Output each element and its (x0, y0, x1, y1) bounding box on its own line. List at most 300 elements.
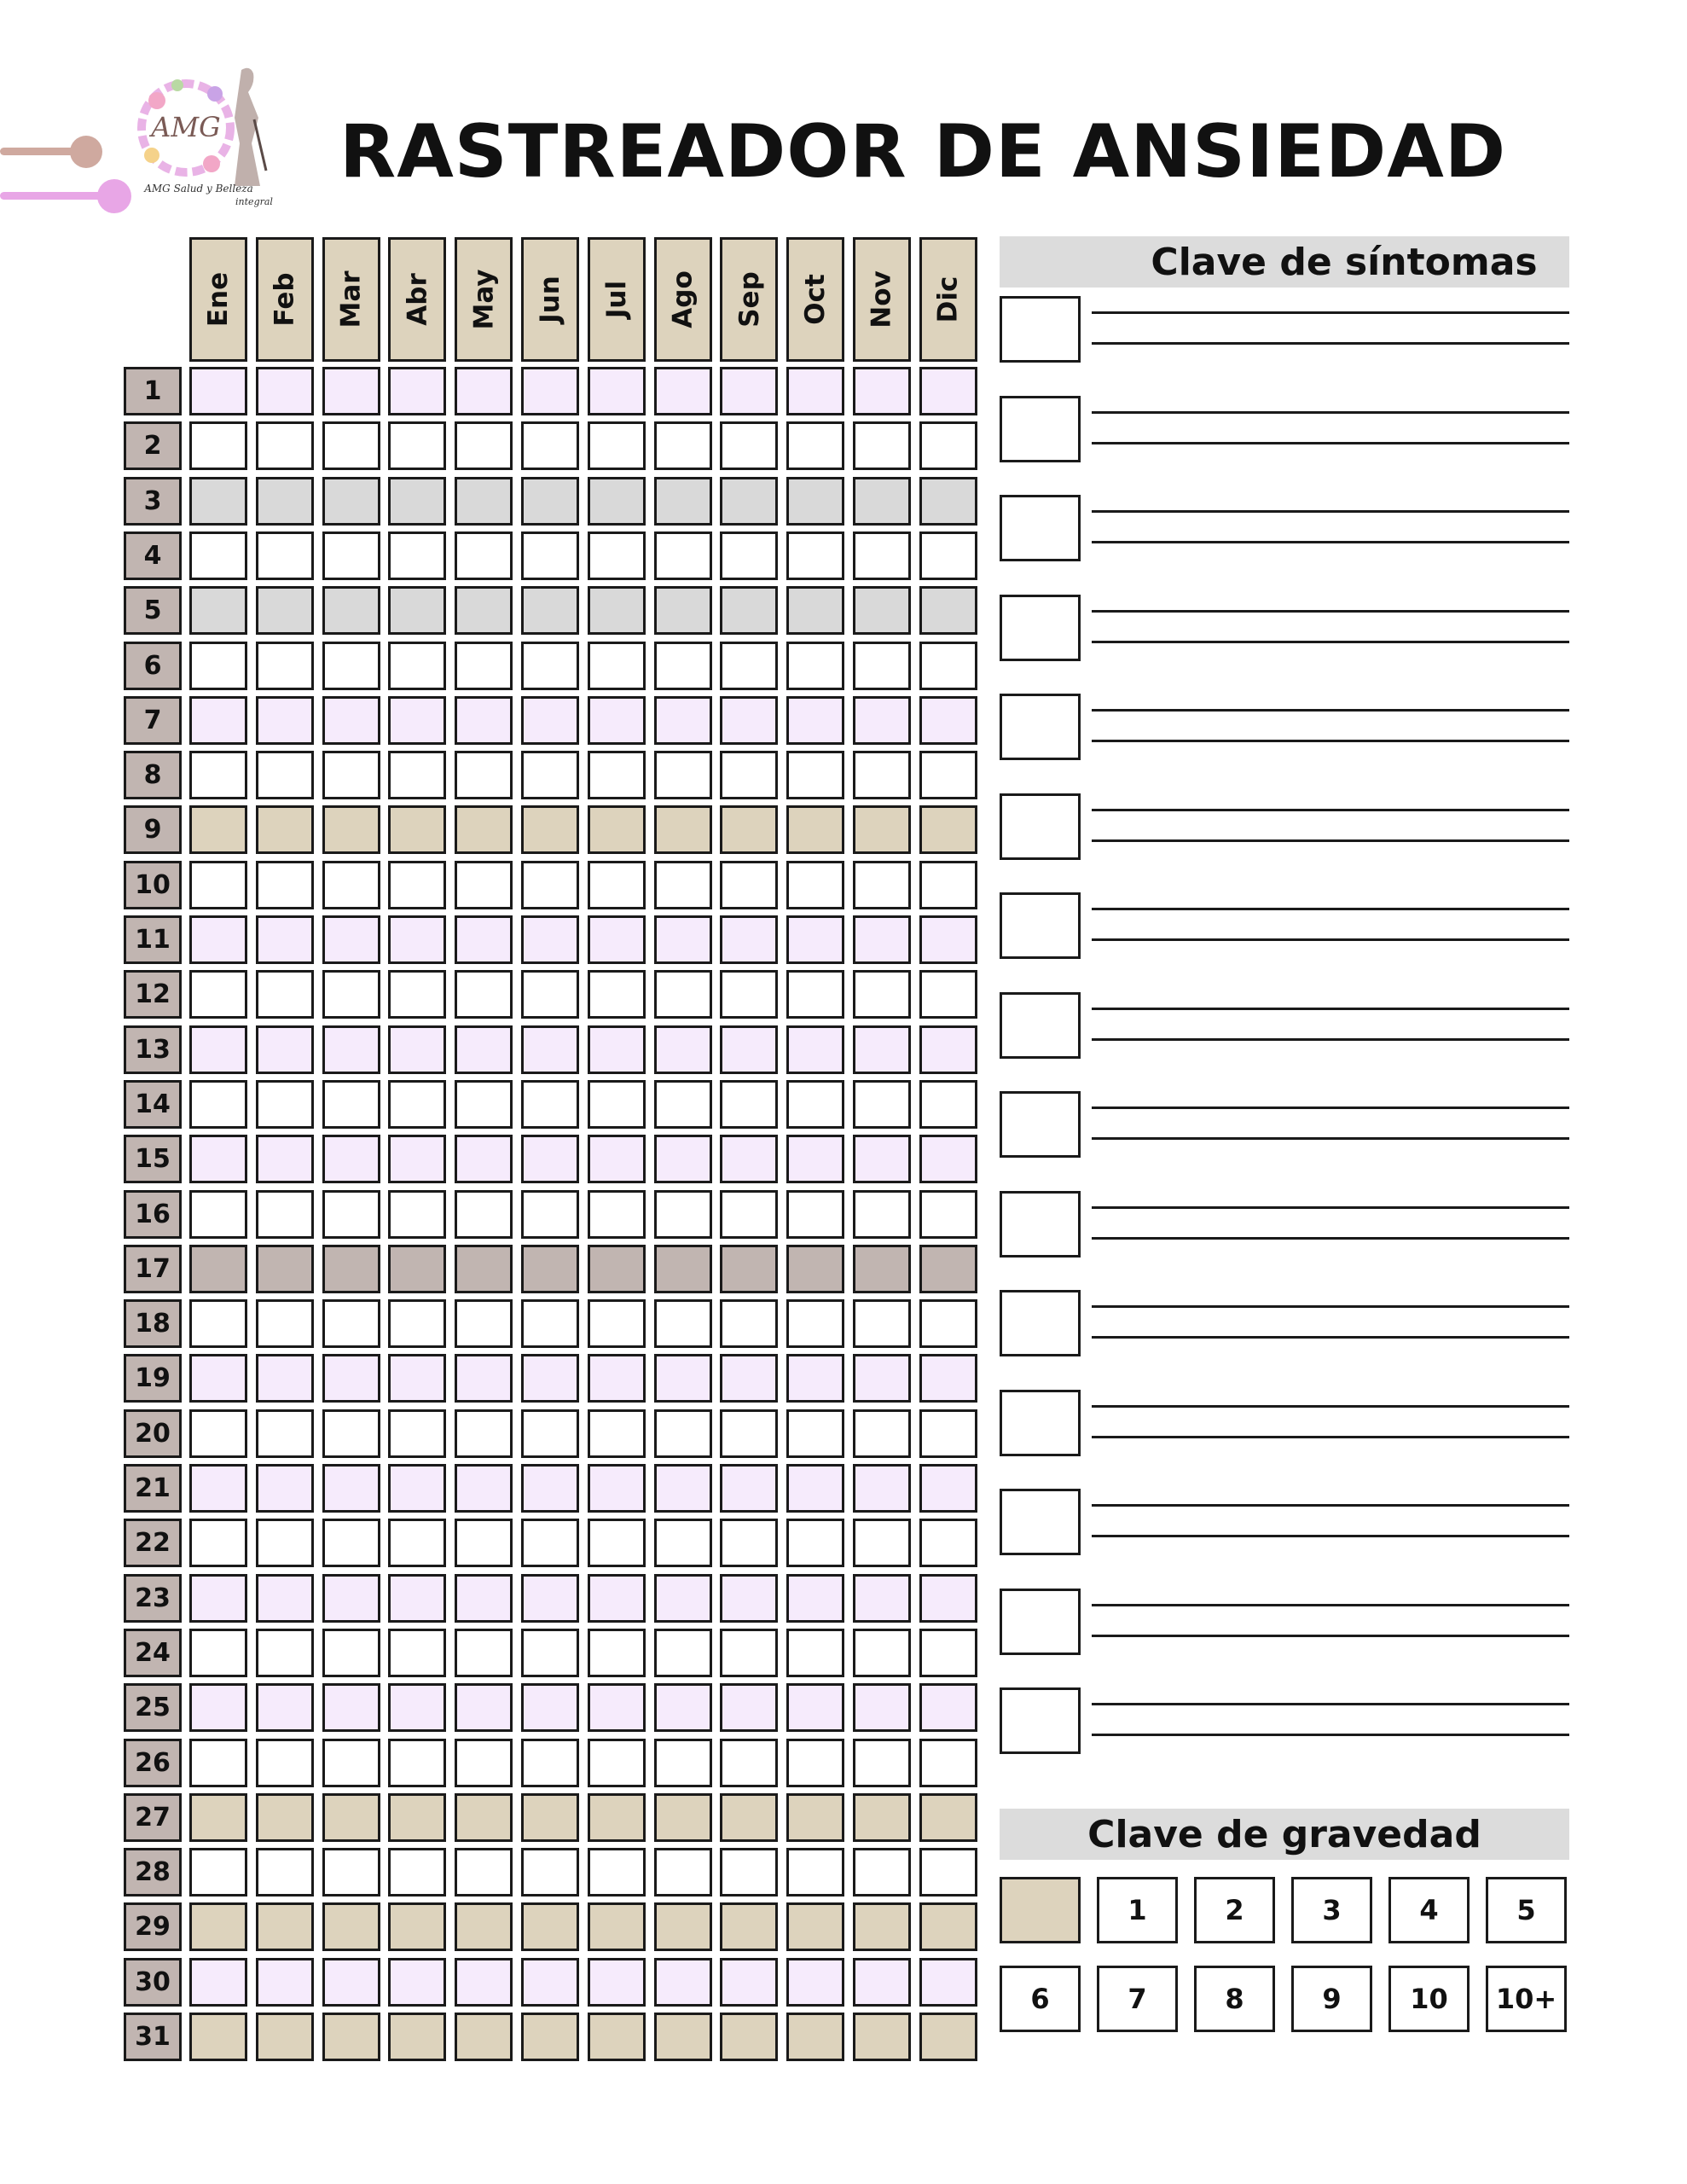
tracker-cell[interactable] (455, 1299, 513, 1348)
tracker-cell[interactable] (322, 861, 380, 909)
tracker-cell[interactable] (786, 1902, 844, 1951)
tracker-cell[interactable] (256, 642, 314, 690)
tracker-cell[interactable] (588, 1739, 646, 1787)
tracker-cell[interactable] (256, 1190, 314, 1239)
tracker-cell[interactable] (189, 1354, 247, 1403)
tracker-cell[interactable] (322, 531, 380, 580)
tracker-cell[interactable] (322, 421, 380, 470)
tracker-cell[interactable] (588, 642, 646, 690)
tracker-cell[interactable] (256, 1958, 314, 2007)
tracker-cell[interactable] (256, 367, 314, 415)
tracker-cell[interactable] (919, 1958, 977, 2007)
tracker-cell[interactable] (654, 1902, 712, 1951)
tracker-cell[interactable] (786, 1958, 844, 2007)
tracker-cell[interactable] (388, 861, 446, 909)
tracker-cell[interactable] (189, 1135, 247, 1183)
tracker-cell[interactable] (521, 1080, 579, 1129)
symptom-write-line[interactable] (1092, 908, 1569, 910)
tracker-cell[interactable] (588, 696, 646, 745)
tracker-cell[interactable] (189, 1793, 247, 1842)
symptom-write-line[interactable] (1092, 641, 1569, 643)
symptom-color-box[interactable] (1000, 1091, 1081, 1158)
tracker-cell[interactable] (720, 805, 778, 854)
tracker-cell[interactable] (521, 586, 579, 635)
tracker-cell[interactable] (521, 861, 579, 909)
tracker-cell[interactable] (322, 1135, 380, 1183)
tracker-cell[interactable] (256, 531, 314, 580)
tracker-cell[interactable] (455, 1245, 513, 1293)
tracker-cell[interactable] (720, 1683, 778, 1732)
symptom-write-line[interactable] (1092, 709, 1569, 712)
tracker-cell[interactable] (521, 1190, 579, 1239)
tracker-cell[interactable] (189, 1409, 247, 1458)
tracker-cell[interactable] (588, 1025, 646, 1074)
symptom-write-line[interactable] (1092, 1405, 1569, 1408)
tracker-cell[interactable] (388, 1848, 446, 1896)
tracker-cell[interactable] (919, 1025, 977, 1074)
tracker-cell[interactable] (455, 1464, 513, 1513)
tracker-cell[interactable] (654, 751, 712, 799)
tracker-cell[interactable] (521, 1629, 579, 1677)
tracker-cell[interactable] (521, 642, 579, 690)
severity-level-7[interactable]: 7 (1097, 1966, 1178, 2032)
tracker-cell[interactable] (919, 751, 977, 799)
tracker-cell[interactable] (455, 1739, 513, 1787)
tracker-cell[interactable] (455, 477, 513, 526)
symptom-write-line[interactable] (1092, 1137, 1569, 1140)
tracker-cell[interactable] (654, 1135, 712, 1183)
tracker-cell[interactable] (720, 861, 778, 909)
tracker-cell[interactable] (786, 1080, 844, 1129)
tracker-cell[interactable] (455, 861, 513, 909)
tracker-cell[interactable] (786, 1574, 844, 1623)
tracker-cell[interactable] (189, 1629, 247, 1677)
tracker-cell[interactable] (654, 367, 712, 415)
tracker-cell[interactable] (256, 970, 314, 1019)
tracker-cell[interactable] (521, 1683, 579, 1732)
tracker-cell[interactable] (588, 421, 646, 470)
tracker-cell[interactable] (455, 1190, 513, 1239)
symptom-write-line[interactable] (1092, 1008, 1569, 1010)
tracker-cell[interactable] (654, 1519, 712, 1567)
tracker-cell[interactable] (720, 477, 778, 526)
tracker-cell[interactable] (853, 1519, 911, 1567)
tracker-cell[interactable] (588, 805, 646, 854)
tracker-cell[interactable] (189, 642, 247, 690)
tracker-cell[interactable] (853, 1080, 911, 1129)
symptom-write-line[interactable] (1092, 839, 1569, 842)
tracker-cell[interactable] (654, 1080, 712, 1129)
tracker-cell[interactable] (388, 915, 446, 964)
tracker-cell[interactable] (720, 642, 778, 690)
tracker-cell[interactable] (521, 367, 579, 415)
symptom-color-box[interactable] (1000, 595, 1081, 661)
tracker-cell[interactable] (322, 1409, 380, 1458)
symptom-write-line[interactable] (1092, 809, 1569, 811)
tracker-cell[interactable] (189, 915, 247, 964)
tracker-cell[interactable] (521, 1958, 579, 2007)
tracker-cell[interactable] (853, 1464, 911, 1513)
tracker-cell[interactable] (786, 861, 844, 909)
tracker-cell[interactable] (720, 1902, 778, 1951)
tracker-cell[interactable] (521, 477, 579, 526)
symptom-color-box[interactable] (1000, 1589, 1081, 1655)
tracker-cell[interactable] (853, 696, 911, 745)
severity-level-3[interactable]: 3 (1291, 1877, 1372, 1943)
tracker-cell[interactable] (455, 367, 513, 415)
tracker-cell[interactable] (919, 1135, 977, 1183)
tracker-cell[interactable] (455, 915, 513, 964)
tracker-cell[interactable] (189, 531, 247, 580)
tracker-cell[interactable] (654, 421, 712, 470)
tracker-cell[interactable] (720, 1629, 778, 1677)
tracker-cell[interactable] (256, 1793, 314, 1842)
tracker-cell[interactable] (919, 1519, 977, 1567)
tracker-cell[interactable] (388, 1958, 446, 2007)
tracker-cell[interactable] (720, 751, 778, 799)
tracker-cell[interactable] (388, 586, 446, 635)
tracker-cell[interactable] (322, 1464, 380, 1513)
tracker-cell[interactable] (189, 1025, 247, 1074)
tracker-cell[interactable] (256, 2013, 314, 2061)
tracker-cell[interactable] (455, 1793, 513, 1842)
tracker-cell[interactable] (786, 970, 844, 1019)
tracker-cell[interactable] (588, 1793, 646, 1842)
severity-level-9[interactable]: 9 (1291, 1966, 1372, 2032)
tracker-cell[interactable] (388, 1683, 446, 1732)
tracker-cell[interactable] (853, 1683, 911, 1732)
tracker-cell[interactable] (720, 1464, 778, 1513)
symptom-color-box[interactable] (1000, 793, 1081, 860)
tracker-cell[interactable] (654, 861, 712, 909)
tracker-cell[interactable] (521, 1025, 579, 1074)
tracker-cell[interactable] (588, 367, 646, 415)
tracker-cell[interactable] (256, 1299, 314, 1348)
tracker-cell[interactable] (786, 642, 844, 690)
tracker-cell[interactable] (322, 1574, 380, 1623)
tracker-cell[interactable] (388, 1299, 446, 1348)
tracker-cell[interactable] (322, 1958, 380, 2007)
tracker-cell[interactable] (588, 1629, 646, 1677)
symptom-color-box[interactable] (1000, 296, 1081, 363)
tracker-cell[interactable] (919, 1245, 977, 1293)
tracker-cell[interactable] (189, 1574, 247, 1623)
tracker-cell[interactable] (256, 751, 314, 799)
tracker-cell[interactable] (455, 531, 513, 580)
tracker-cell[interactable] (521, 1519, 579, 1567)
tracker-cell[interactable] (521, 421, 579, 470)
tracker-cell[interactable] (521, 1902, 579, 1951)
tracker-cell[interactable] (720, 1299, 778, 1348)
tracker-cell[interactable] (322, 1080, 380, 1129)
symptom-write-line[interactable] (1092, 442, 1569, 444)
tracker-cell[interactable] (189, 421, 247, 470)
tracker-cell[interactable] (786, 586, 844, 635)
tracker-cell[interactable] (654, 1848, 712, 1896)
tracker-cell[interactable] (256, 696, 314, 745)
tracker-cell[interactable] (388, 477, 446, 526)
tracker-cell[interactable] (256, 586, 314, 635)
tracker-cell[interactable] (786, 1409, 844, 1458)
tracker-cell[interactable] (720, 1245, 778, 1293)
tracker-cell[interactable] (720, 1354, 778, 1403)
tracker-cell[interactable] (786, 1683, 844, 1732)
symptom-color-box[interactable] (1000, 1290, 1081, 1356)
tracker-cell[interactable] (654, 1739, 712, 1787)
tracker-cell[interactable] (720, 1574, 778, 1623)
tracker-cell[interactable] (256, 1848, 314, 1896)
tracker-cell[interactable] (853, 861, 911, 909)
tracker-cell[interactable] (521, 1354, 579, 1403)
tracker-cell[interactable] (588, 1519, 646, 1567)
tracker-cell[interactable] (919, 861, 977, 909)
tracker-cell[interactable] (388, 751, 446, 799)
tracker-cell[interactable] (256, 1739, 314, 1787)
tracker-cell[interactable] (853, 970, 911, 1019)
tracker-cell[interactable] (521, 2013, 579, 2061)
tracker-cell[interactable] (388, 531, 446, 580)
severity-level-4[interactable]: 4 (1388, 1877, 1470, 1943)
tracker-cell[interactable] (720, 1025, 778, 1074)
tracker-cell[interactable] (654, 1683, 712, 1732)
tracker-cell[interactable] (919, 1848, 977, 1896)
tracker-cell[interactable] (919, 531, 977, 580)
symptom-write-line[interactable] (1092, 1734, 1569, 1736)
tracker-cell[interactable] (919, 421, 977, 470)
tracker-cell[interactable] (919, 1793, 977, 1842)
tracker-cell[interactable] (853, 1902, 911, 1951)
symptom-write-line[interactable] (1092, 1504, 1569, 1507)
tracker-cell[interactable] (786, 1519, 844, 1567)
tracker-cell[interactable] (388, 2013, 446, 2061)
tracker-cell[interactable] (322, 751, 380, 799)
tracker-cell[interactable] (256, 1245, 314, 1293)
tracker-cell[interactable] (786, 915, 844, 964)
symptom-color-box[interactable] (1000, 992, 1081, 1059)
tracker-cell[interactable] (654, 477, 712, 526)
tracker-cell[interactable] (388, 1464, 446, 1513)
symptom-write-line[interactable] (1092, 1604, 1569, 1606)
symptom-color-box[interactable] (1000, 694, 1081, 760)
tracker-cell[interactable] (588, 586, 646, 635)
tracker-cell[interactable] (322, 477, 380, 526)
tracker-cell[interactable] (853, 1354, 911, 1403)
tracker-cell[interactable] (455, 1025, 513, 1074)
tracker-cell[interactable] (853, 477, 911, 526)
tracker-cell[interactable] (189, 970, 247, 1019)
tracker-cell[interactable] (720, 1958, 778, 2007)
tracker-cell[interactable] (588, 1848, 646, 1896)
tracker-cell[interactable] (720, 2013, 778, 2061)
symptom-write-line[interactable] (1092, 311, 1569, 314)
tracker-cell[interactable] (654, 642, 712, 690)
tracker-cell[interactable] (919, 1080, 977, 1129)
tracker-cell[interactable] (256, 1354, 314, 1403)
tracker-cell[interactable] (853, 751, 911, 799)
tracker-cell[interactable] (786, 2013, 844, 2061)
tracker-cell[interactable] (189, 586, 247, 635)
tracker-cell[interactable] (853, 1739, 911, 1787)
tracker-cell[interactable] (521, 1793, 579, 1842)
tracker-cell[interactable] (322, 1299, 380, 1348)
tracker-cell[interactable] (189, 861, 247, 909)
tracker-cell[interactable] (322, 805, 380, 854)
tracker-cell[interactable] (786, 1190, 844, 1239)
tracker-cell[interactable] (322, 696, 380, 745)
tracker-cell[interactable] (853, 2013, 911, 2061)
tracker-cell[interactable] (919, 1739, 977, 1787)
tracker-cell[interactable] (588, 1958, 646, 2007)
tracker-cell[interactable] (654, 696, 712, 745)
tracker-cell[interactable] (654, 1354, 712, 1403)
tracker-cell[interactable] (786, 1464, 844, 1513)
tracker-cell[interactable] (588, 1409, 646, 1458)
tracker-cell[interactable] (588, 1683, 646, 1732)
tracker-cell[interactable] (588, 1464, 646, 1513)
tracker-cell[interactable] (654, 2013, 712, 2061)
symptom-write-line[interactable] (1092, 740, 1569, 742)
tracker-cell[interactable] (786, 421, 844, 470)
tracker-cell[interactable] (322, 1683, 380, 1732)
tracker-cell[interactable] (588, 1190, 646, 1239)
symptom-color-box[interactable] (1000, 1489, 1081, 1555)
tracker-cell[interactable] (853, 1409, 911, 1458)
tracker-cell[interactable] (189, 805, 247, 854)
symptom-write-line[interactable] (1092, 1038, 1569, 1041)
tracker-cell[interactable] (521, 1245, 579, 1293)
tracker-cell[interactable] (654, 1958, 712, 2007)
tracker-cell[interactable] (388, 1409, 446, 1458)
tracker-cell[interactable] (720, 915, 778, 964)
tracker-cell[interactable] (455, 1519, 513, 1567)
tracker-cell[interactable] (189, 751, 247, 799)
tracker-cell[interactable] (588, 1299, 646, 1348)
symptom-color-box[interactable] (1000, 396, 1081, 462)
symptom-write-line[interactable] (1092, 510, 1569, 513)
tracker-cell[interactable] (455, 751, 513, 799)
tracker-cell[interactable] (455, 1135, 513, 1183)
tracker-cell[interactable] (388, 1135, 446, 1183)
tracker-cell[interactable] (322, 1190, 380, 1239)
tracker-cell[interactable] (654, 586, 712, 635)
tracker-cell[interactable] (919, 1574, 977, 1623)
tracker-cell[interactable] (322, 2013, 380, 2061)
tracker-cell[interactable] (720, 1409, 778, 1458)
tracker-cell[interactable] (256, 1135, 314, 1183)
tracker-cell[interactable] (455, 1574, 513, 1623)
tracker-cell[interactable] (786, 1025, 844, 1074)
tracker-cell[interactable] (322, 1245, 380, 1293)
tracker-cell[interactable] (256, 477, 314, 526)
tracker-cell[interactable] (853, 1135, 911, 1183)
symptom-write-line[interactable] (1092, 1436, 1569, 1438)
tracker-cell[interactable] (588, 970, 646, 1019)
tracker-cell[interactable] (588, 1245, 646, 1293)
tracker-cell[interactable] (256, 1574, 314, 1623)
tracker-cell[interactable] (521, 1135, 579, 1183)
tracker-cell[interactable] (455, 1080, 513, 1129)
tracker-cell[interactable] (521, 805, 579, 854)
tracker-cell[interactable] (189, 2013, 247, 2061)
tracker-cell[interactable] (654, 915, 712, 964)
tracker-cell[interactable] (256, 1464, 314, 1513)
tracker-cell[interactable] (322, 970, 380, 1019)
tracker-cell[interactable] (720, 421, 778, 470)
tracker-cell[interactable] (388, 1902, 446, 1951)
tracker-cell[interactable] (853, 915, 911, 964)
tracker-cell[interactable] (322, 1793, 380, 1842)
tracker-cell[interactable] (521, 970, 579, 1019)
tracker-cell[interactable] (853, 586, 911, 635)
tracker-cell[interactable] (388, 1245, 446, 1293)
tracker-cell[interactable] (189, 1245, 247, 1293)
tracker-cell[interactable] (654, 1629, 712, 1677)
tracker-cell[interactable] (388, 1080, 446, 1129)
tracker-cell[interactable] (388, 696, 446, 745)
symptom-color-box[interactable] (1000, 1687, 1081, 1754)
tracker-cell[interactable] (189, 1080, 247, 1129)
tracker-cell[interactable] (919, 642, 977, 690)
tracker-cell[interactable] (521, 696, 579, 745)
tracker-cell[interactable] (786, 1629, 844, 1677)
symptom-color-box[interactable] (1000, 892, 1081, 959)
symptom-color-box[interactable] (1000, 1390, 1081, 1456)
tracker-cell[interactable] (919, 1190, 977, 1239)
tracker-cell[interactable] (455, 805, 513, 854)
tracker-cell[interactable] (919, 367, 977, 415)
tracker-cell[interactable] (189, 1519, 247, 1567)
tracker-cell[interactable] (786, 1354, 844, 1403)
tracker-cell[interactable] (189, 1848, 247, 1896)
tracker-cell[interactable] (322, 1739, 380, 1787)
tracker-cell[interactable] (322, 915, 380, 964)
tracker-cell[interactable] (189, 1902, 247, 1951)
tracker-cell[interactable] (455, 642, 513, 690)
tracker-cell[interactable] (256, 1080, 314, 1129)
symptom-write-line[interactable] (1092, 411, 1569, 414)
tracker-cell[interactable] (322, 586, 380, 635)
symptom-write-line[interactable] (1092, 610, 1569, 613)
tracker-cell[interactable] (654, 1409, 712, 1458)
tracker-cell[interactable] (853, 1245, 911, 1293)
tracker-cell[interactable] (455, 696, 513, 745)
tracker-cell[interactable] (720, 1080, 778, 1129)
symptom-write-line[interactable] (1092, 1535, 1569, 1537)
tracker-cell[interactable] (786, 1299, 844, 1348)
tracker-cell[interactable] (786, 1793, 844, 1842)
tracker-cell[interactable] (189, 1464, 247, 1513)
tracker-cell[interactable] (853, 1629, 911, 1677)
tracker-cell[interactable] (720, 586, 778, 635)
tracker-cell[interactable] (388, 1190, 446, 1239)
tracker-cell[interactable] (720, 696, 778, 745)
tracker-cell[interactable] (388, 1354, 446, 1403)
symptom-write-line[interactable] (1092, 1107, 1569, 1109)
tracker-cell[interactable] (588, 1135, 646, 1183)
tracker-cell[interactable] (853, 1025, 911, 1074)
tracker-cell[interactable] (189, 1683, 247, 1732)
symptom-color-box[interactable] (1000, 1191, 1081, 1258)
tracker-cell[interactable] (919, 805, 977, 854)
tracker-cell[interactable] (919, 586, 977, 635)
tracker-cell[interactable] (720, 1739, 778, 1787)
tracker-cell[interactable] (654, 1190, 712, 1239)
tracker-cell[interactable] (322, 367, 380, 415)
tracker-cell[interactable] (919, 1902, 977, 1951)
tracker-cell[interactable] (388, 367, 446, 415)
tracker-cell[interactable] (521, 1739, 579, 1787)
tracker-cell[interactable] (919, 1464, 977, 1513)
